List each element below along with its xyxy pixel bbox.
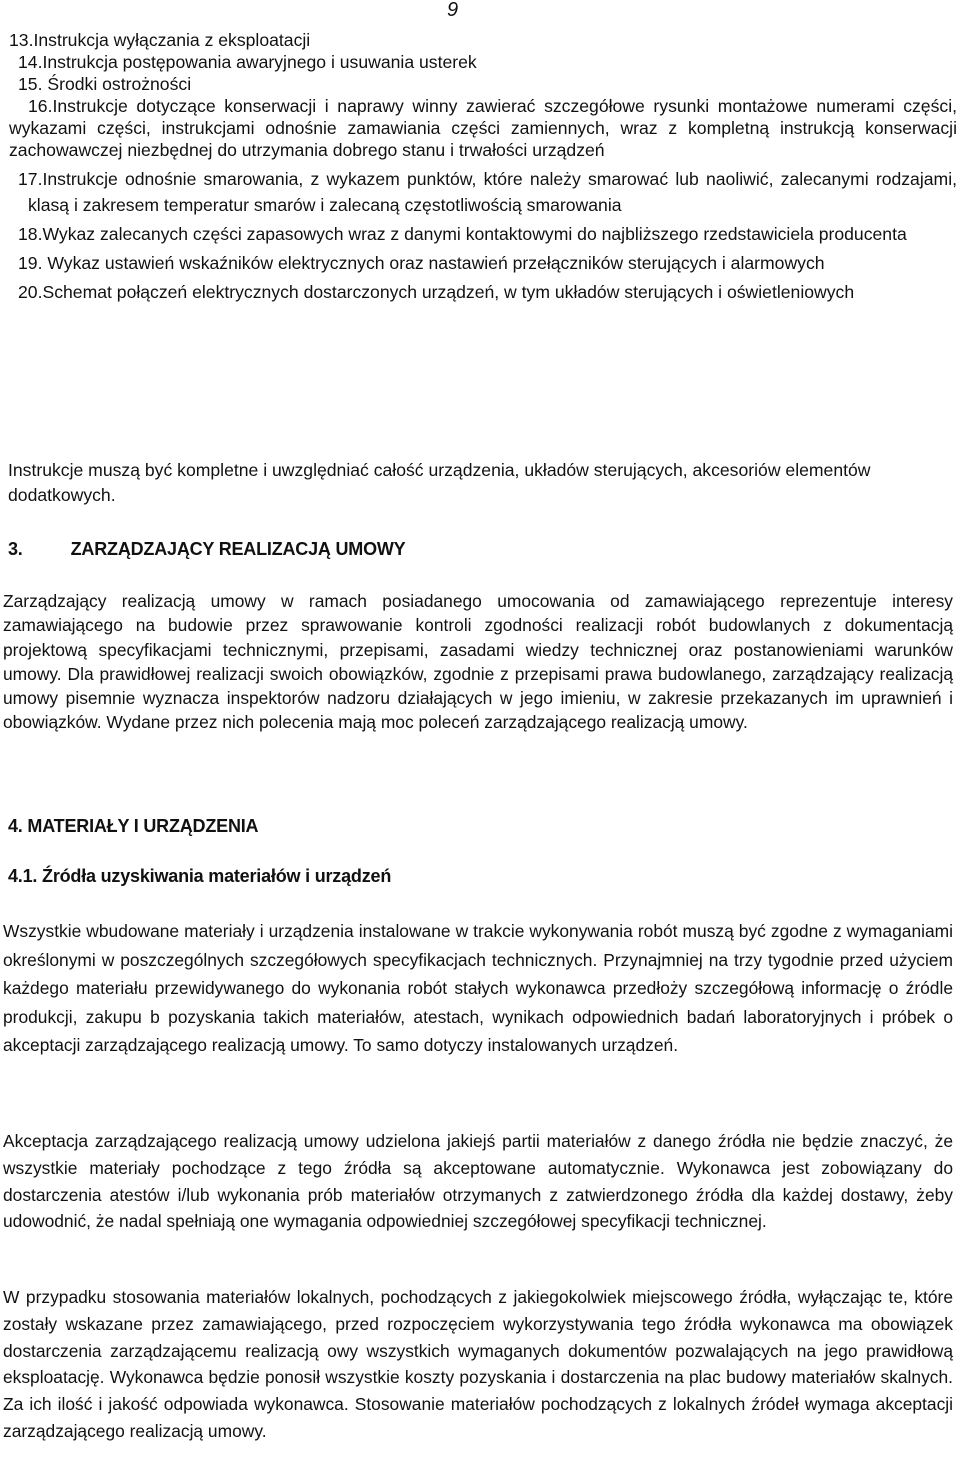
list-item-number: 19. — [18, 252, 43, 273]
list-item — [9, 250, 957, 276]
section-3-title: ZARZĄDZAJĄCY REALIZACJĄ UMOWY — [70, 539, 406, 559]
section-4-1-paragraph-1: Wszystkie wbudowane materiały i urządzenia instalowane w trakcie wykonywania robót muszą być zgodne z wymaganiami określonymi w poszczególnych szczegółowych specyfikacjach technicznych. Przynajmniej na trzy tygodnie przed użyciem każdego materiału przewidywanego do wykonania robót stałych wykonawca przedłoży szczegółową informację o źródle produkcji, zakupu b pozyskania takich materiałów, atestach, wynikach odpowiednich badań laboratoryjnych i próbek o akceptacji zarządzającego realizacją umowy. To samo dotyczy instalowanych urządzeń. — [3, 921, 953, 1056]
requirements-list — [9, 29, 957, 305]
list-item — [9, 166, 957, 218]
list-item-number: 20. — [18, 281, 43, 302]
list-item-text: Instrukcja wyłączania z eksploatacji — [33, 30, 311, 50]
section-4-1-paragraph-2: Akceptacja zarządzającego realizacją umowy udzielona jakiejś partii materiałów z danego źródła nie będzie znaczyć, że wszystkie materiały pochodzące z tego źródła są akceptowane automatycznie. Wykonawca jest zobowiązany do dostarczenia atestów i/lub wykonania prób materiałów otrzymanych z zatwierdzonego źródła dla każdej dostawy, żeby udowodnić, że nadal spełniają one wymagania odpowiedniej szczegółowej specyfikacji technicznej. — [3, 1131, 953, 1232]
list-item-text: Instrukcje dotyczące konserwacji i naprawy winny zawierać szczegółowe rysunki montażowe numerami części, wykazami części, instrukcjami odnośnie zamawiania części zamiennych, wraz z kompletną instrukcją konserwacji zachowawczej niezbędnej do utrzymania dobrego stanu i trwałości urządzeń — [9, 96, 957, 161]
list-item — [9, 279, 957, 305]
section-3-heading — [8, 539, 406, 560]
list-item-text: Wykaz ustawień wskaźników elektrycznych oraz nastawień przełączników sterujących i alarmowych — [42, 252, 825, 273]
instructions-note: Instrukcje muszą być kompletne i uwzględniać całość urządzenia, układów sterujących, akcesoriów elementów dodatkowych. — [8, 460, 871, 505]
page-number: 9 — [447, 0, 459, 21]
list-item-text: Instrukcje odnośnie smarowania, z wykazem punktów, które należy smarować lub naoliwić, zalecanymi rodzajami, klasą i zakresem temperatur smarów i zalecaną częstotliwością smarowania — [28, 168, 957, 215]
section-4-1-paragraph-3: W przypadku stosowania materiałów lokalnych, pochodzących z jakiegokolwiek miejscowego źródła, wyłączając te, które zostały wskazane przez zamawiającego, przed rozpoczęciem wykorzystywania tego źródła wykonawca ma obowiązek dostarczenia zarządzającemu realizacją owy wszystkich wymaganych dokumentów pozwalających na jego prawidłową eksploatację. Wykonawca będzie ponosił wszystkie koszty pozyskania i dostarczenia na plac budowy materiałów skalnych. Za ich ilość i jakość odpowiada wykonawca. Stosowanie materiałów pochodzących z lokalnych źródeł wymaga akceptacji zarządzającego realizacją umowy. — [3, 1287, 953, 1441]
section-3-number: 3. — [8, 539, 23, 559]
list-item — [9, 95, 957, 161]
list-item-number: 15. — [18, 74, 43, 95]
list-item-number: 16. — [28, 96, 53, 117]
list-item — [9, 73, 957, 95]
list-item-text: Schemat połączeń elektrycznych dostarczonych urządzeń, w tym układów sterujących i oświetleniowych — [42, 281, 855, 302]
list-item-text: Środki ostrożności — [42, 74, 192, 95]
list-item-number: 17. — [18, 168, 43, 189]
list-item — [9, 221, 957, 247]
section-4-1-heading: 4.1. Źródła uzyskiwania materiałów i urządzeń — [8, 866, 392, 886]
list-item-number: 14. — [18, 52, 43, 73]
list-item — [9, 51, 957, 73]
list-item-number: 13. — [9, 30, 34, 50]
section-3-body: Zarządzający realizacją umowy w ramach posiadanego umocowania od zamawiającego reprezentuje interesy zamawiającego na budowie przez sprawowanie kontroli zgodności realizacji robót budowlanych z dokumentacją projektową specyfikacjami technicznymi, przepisami, zasadami wiedzy technicznej oraz postanowieniami warunków umowy. Dla prawidłowej realizacji swoich obowiązków, zgodnie z przepisami prawa budowlanego, zarządzający realizacją umowy pisemnie wyznacza inspektorów nadzoru działających w jego imieniu, w zakresie przekazanych im uprawnień i obowiązków. Wydane przez nich polecenia mają moc poleceń zarządzającego realizacją umowy. — [3, 591, 953, 733]
list-item-number: 18. — [18, 223, 43, 244]
list-item-text: Wykaz zalecanych części zapasowych wraz z danymi kontaktowymi do najbliższego rzedstawiciela producenta — [42, 223, 907, 244]
list-item — [9, 29, 957, 51]
section-4-heading: 4. MATERIAŁY I URZĄDZENIA — [8, 816, 259, 836]
list-item-text: Instrukcja postępowania awaryjnego i usuwania usterek — [42, 52, 477, 73]
